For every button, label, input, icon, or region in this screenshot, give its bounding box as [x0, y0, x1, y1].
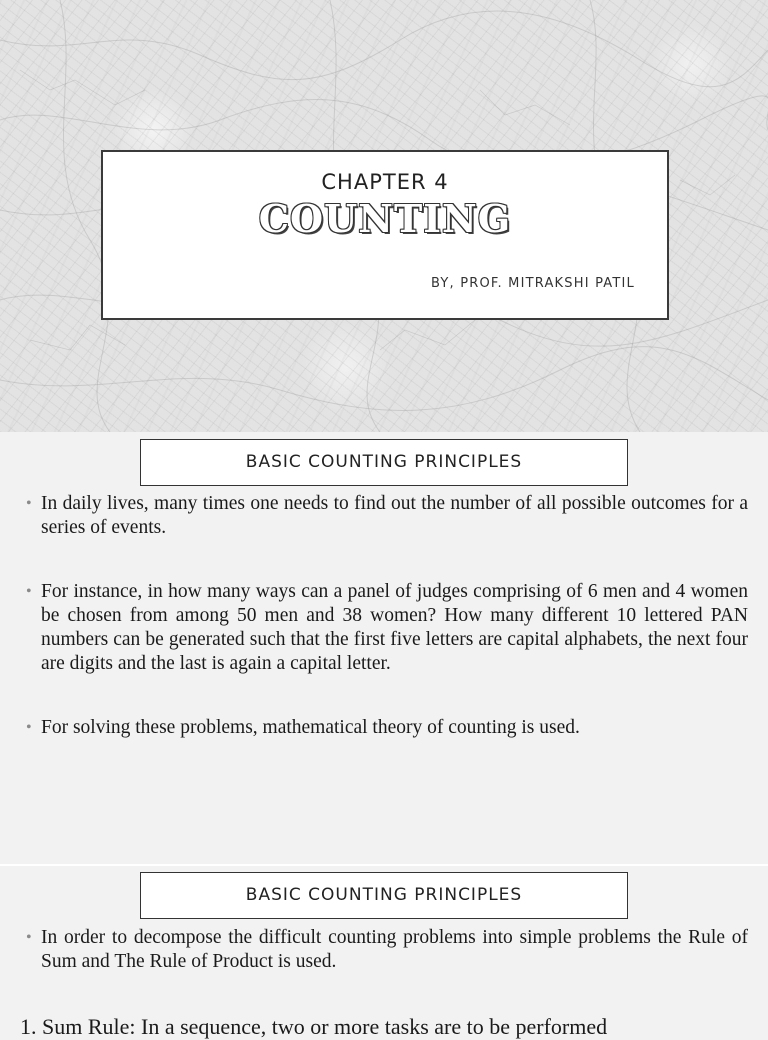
- bullet-dot-icon: •: [26, 929, 32, 946]
- title-box: [101, 150, 669, 320]
- list-item: [26, 580, 748, 676]
- content-slide-basic-principles-2: [0, 866, 768, 1039]
- bullet-dot-icon: •: [26, 719, 32, 736]
- chapter-label: CHAPTER 4: [321, 170, 449, 194]
- bullet-text: In daily lives, many times one needs to find out the number of all possible outcomes for a series of events.: [41, 493, 748, 538]
- bullet-text: For solving these problems, mathematical theory of counting is used.: [41, 717, 580, 738]
- bullet-dot-icon: •: [26, 583, 32, 600]
- bullet-text: In order to decompose the difficult counting problems into simple problems the Rule of Sum and The Rule of Product is used.: [41, 927, 748, 972]
- bullet-list: [26, 926, 748, 974]
- bullet-dot-icon: •: [26, 495, 32, 512]
- chapter-title: COUNTING: [258, 196, 512, 241]
- bullet-list: [26, 492, 748, 740]
- slide-heading: BASIC COUNTING PRINCIPLES: [140, 872, 628, 919]
- slide-heading: BASIC COUNTING PRINCIPLES: [140, 439, 628, 486]
- bullet-text: For instance, in how many ways can a panel of judges comprising of 6 men and 4 women be chosen from among 50 men and 38 women? How many different 10 lettered PAN numbers can be generated such that the first five letters are capital alphabets, the next four are digits and the last is again a capital letter.: [41, 581, 748, 674]
- partial-sum-rule-text: 1. Sum Rule: In a sequence, two or more tasks are to be performed: [20, 1014, 608, 1039]
- list-item: [26, 492, 748, 540]
- list-item: [26, 716, 748, 740]
- content-slide-basic-principles-1: [0, 432, 768, 864]
- list-item: [26, 926, 748, 974]
- author-line: BY, PROF. MITRAKSHI PATIL: [431, 276, 635, 291]
- title-slide: [0, 0, 768, 432]
